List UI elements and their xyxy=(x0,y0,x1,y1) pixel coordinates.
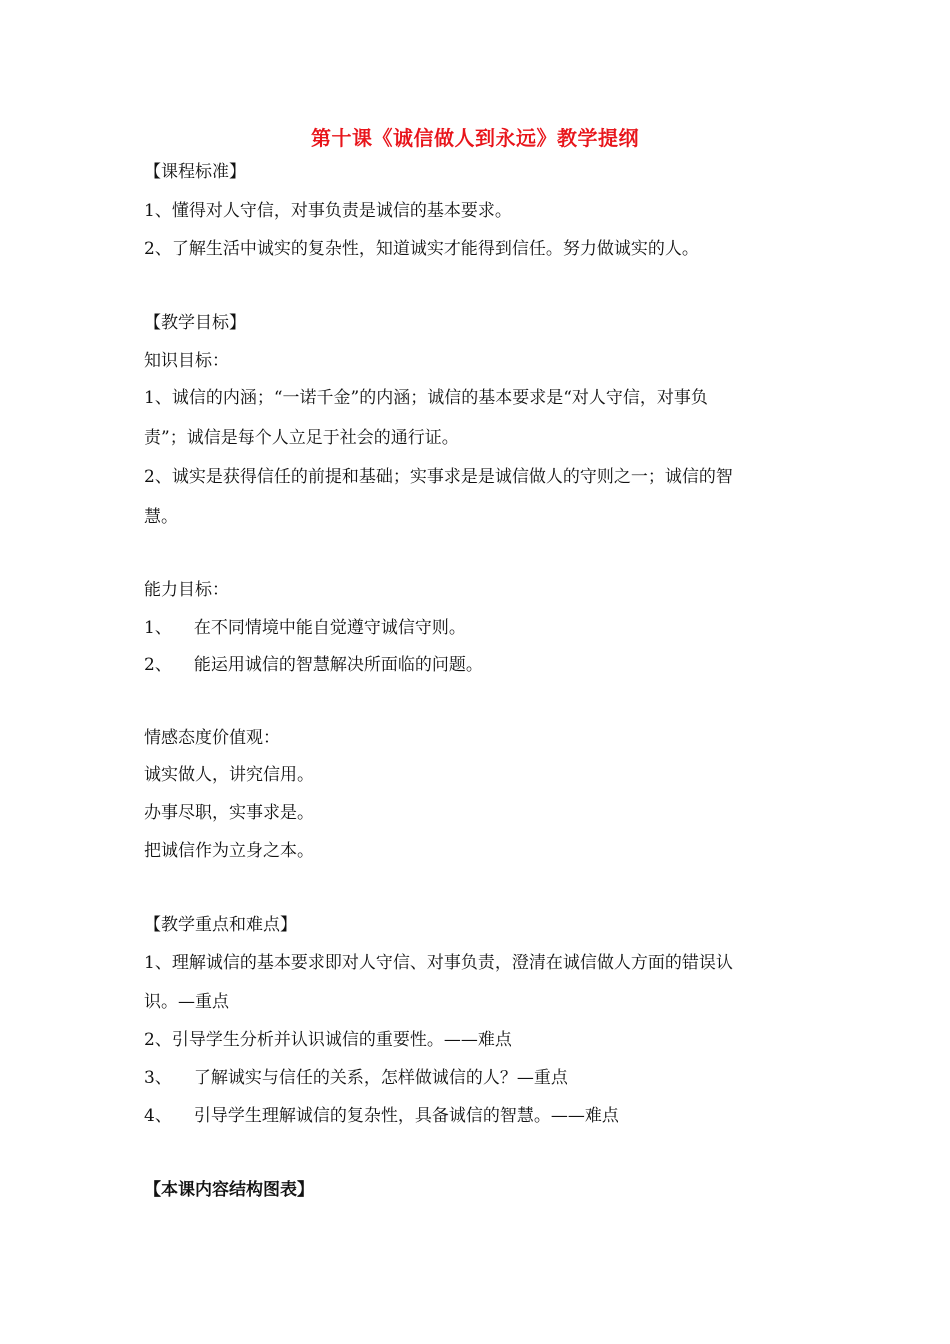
list-number: 3、 xyxy=(144,1068,172,1088)
ability-goal-item-2 xyxy=(144,654,483,676)
list-item-text: 引导学生理解诚信的复杂性，具备诚信的智慧。——难点 xyxy=(193,1106,619,1126)
standard-item-1: 1、懂得对人守信，对事负责是诚信的基本要求。 xyxy=(144,201,512,221)
section-heading-focus: 【教学重点和难点】 xyxy=(144,915,297,935)
focus-line: 2、引导学生分析并认识诚信的重要性。——难点 xyxy=(144,1030,512,1050)
focus-line: 1、理解诚信的基本要求即对人守信、对事负责，澄清在诚信做人方面的错误认 xyxy=(144,953,733,973)
list-number: 4、 xyxy=(144,1106,172,1126)
attitude-goal-line: 把诚信作为立身之本。 xyxy=(144,841,314,861)
ability-goals-label: 能力目标： xyxy=(144,580,229,600)
ability-goal-item-1 xyxy=(144,617,466,639)
section-heading-structure: 【本课内容结构图表】 xyxy=(144,1180,314,1200)
page-title: 第十课《诚信做人到永远》教学提纲 xyxy=(311,126,639,150)
section-heading-standard: 【课程标准】 xyxy=(144,162,246,182)
focus-item-3 xyxy=(144,1067,568,1089)
attitude-goals-label: 情感态度价值观： xyxy=(144,728,280,748)
knowledge-goal-line: 2、诚实是获得信任的前提和基础；实事求是是诚信做人的守则之一；诚信的智 xyxy=(144,467,733,487)
attitude-goal-line: 诚实做人，讲究信用。 xyxy=(144,765,314,785)
knowledge-goals-label: 知识目标： xyxy=(144,351,229,371)
focus-item-4 xyxy=(144,1105,619,1127)
list-item-text: 在不同情境中能自觉遵守诚信守则。 xyxy=(193,618,466,638)
list-item-text: 了解诚实与信任的关系，怎样做诚信的人？—重点 xyxy=(193,1068,568,1088)
standard-item-2: 2、了解生活中诚实的复杂性，知道诚实才能得到信任。努力做诚实的人。 xyxy=(144,239,699,259)
list-number: 2、 xyxy=(144,655,172,675)
section-heading-goals: 【教学目标】 xyxy=(144,313,246,333)
list-number: 1、 xyxy=(144,618,172,638)
knowledge-goal-line: 责”；诚信是每个人立足于社会的通行证。 xyxy=(144,428,459,448)
knowledge-goal-line: 慧。 xyxy=(144,507,178,527)
knowledge-goal-line: 1、诚信的内涵；“一诺千金”的内涵；诚信的基本要求是“对人守信，对事负 xyxy=(144,388,708,408)
list-item-text: 能运用诚信的智慧解决所面临的问题。 xyxy=(193,655,483,675)
attitude-goal-line: 办事尽职，实事求是。 xyxy=(144,803,314,823)
focus-line: 识。—重点 xyxy=(144,992,229,1012)
